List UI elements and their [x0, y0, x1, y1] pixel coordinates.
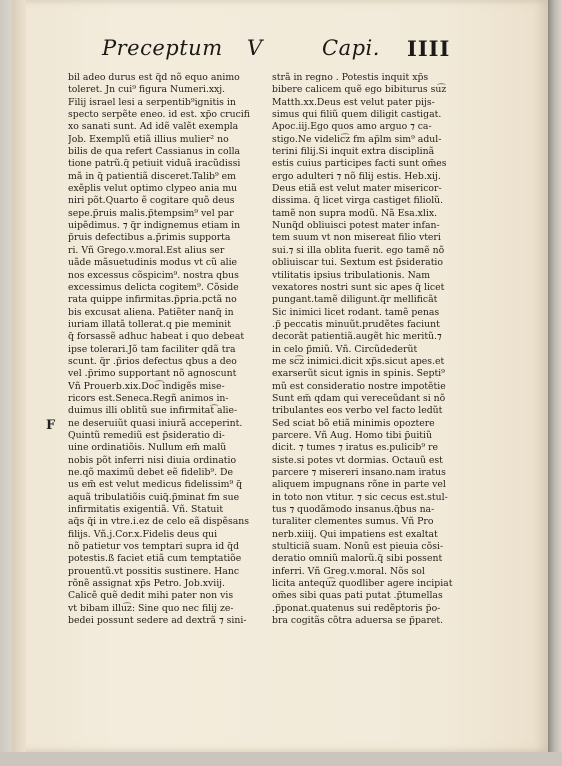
text-line: ipse tolerari.Jõ tam faciliter qdã tra	[68, 343, 236, 355]
text-line: Sunt em̃ qdam qui vereceũdant si nõ	[272, 392, 446, 404]
text-line: nobis põt inferri nisi diuia ordinatio	[68, 454, 237, 466]
text-line: exarserũt sicut ignis in spinis. Septi⁹	[272, 368, 445, 380]
text-line: rõnẽ assignat xp̃s Petro. Job.xviij.	[68, 578, 226, 590]
text-line: sepe.p̃ruis malis.p̃tempsim⁹ vel par	[68, 207, 234, 219]
text-line: obliuiscar tui. Sextum est p̃sideratio	[272, 257, 443, 269]
book-edge-right	[548, 0, 562, 766]
text-line: Filij israel lesi a serpentib⁹ignitis in	[68, 96, 236, 108]
text-line: rata quippe infirmitas.p̃pria.pctã no	[68, 294, 237, 306]
text-line: .p̃ponat.quatenus sui redẽptoris p̃o-	[272, 602, 441, 614]
text-line: nos excessus cõspicim⁹. nostra qbus	[68, 269, 239, 281]
text-line: tamẽ non supra modũ. Nã Esa.xlix.	[272, 207, 438, 219]
text-line: vt bibam illu͡z: Sine quo nec filij ze-	[68, 602, 234, 614]
text-line: Calicẽ quẽ dedit mihi pater non vis	[68, 590, 234, 602]
text-line: us em̃ est velut medicus fidelissim⁹ q̃	[68, 479, 243, 491]
text-line: uine ordinatiõis. Nullum em̃ malũ	[68, 442, 227, 454]
text-line: bil adeo durus est q̃d nõ equo animo	[68, 72, 240, 83]
text-line: p̃ruis defectibus a.p̃rimis supporta	[68, 232, 231, 244]
text-line: ricors est.Seneca.Regñ animos in-	[68, 392, 229, 404]
running-head-chapter: Capi.	[322, 36, 380, 60]
text-line: Nunq̃d obliuisci potest mater infan-	[272, 220, 440, 232]
text-line: strã in regno . Potestis inquit xp̃s	[272, 72, 429, 83]
text-line: potestis.ß faciet etiã cum temptatiõe	[68, 553, 242, 565]
running-head-title: Preceptum	[102, 36, 223, 60]
text-line: decorãt patientiã.augẽt hic meritũ.⁊	[272, 331, 442, 343]
text-line: Sic inimici licet rodant. tamẽ penas	[272, 306, 440, 318]
text-line: ri. Vñ Grego.v.moral.Est alius ser	[68, 244, 225, 256]
text-line: nõ patietur vos temptari supra id q̃d	[68, 541, 240, 553]
running-head	[102, 36, 502, 66]
scan-background-bottom	[0, 752, 562, 766]
text-line: filijs. Vñ.j.Cor.x.Fidelis deus qui	[68, 528, 218, 540]
text-line: uãde mãsuetudinis modus vt cũ alie	[68, 257, 238, 269]
text-line: duimus illi oblitũ sue infirmitat͡ alie-	[68, 405, 238, 417]
text-line: mã in q̃ patientiã disceret.Talib⁹ em	[68, 170, 236, 182]
text-line: tribulantes eos verbo vel facto ledũt	[272, 405, 443, 417]
running-head-number: V	[247, 36, 263, 60]
text-line: xo sanati sunt. Ad idẽ valẽt exempla	[68, 121, 239, 133]
text-line: parcere ⁊ misereri insano.nam iratus	[272, 467, 446, 478]
text-line: tem suum vt non misereat filio vteri	[272, 232, 441, 244]
text-line: vel .p̃rimo supportant nõ agnoscunt	[68, 368, 237, 380]
text-line: estis cuius participes facti sunt om̃es	[272, 158, 447, 170]
text-line: exẽplis velut optimo clypeo ania mu	[68, 183, 238, 195]
text-line: deratio omniũ malorũ.q̃ sibi possent	[272, 553, 443, 565]
text-line: terini filij.Si inquit extra disciplinã	[272, 146, 435, 158]
text-line: Deus etiã est velut mater misericor-	[272, 183, 442, 195]
text-line: ne.qõ maximũ debet eẽ fidelib⁹. De	[68, 467, 233, 478]
text-line: ergo adulteri ⁊ nõ filij estis. Heb.xij.	[272, 170, 441, 182]
text-column-left	[68, 72, 264, 627]
text-line: bilis de qua refert Cassianus in colla	[68, 146, 241, 158]
text-line: siste.si potes vt dormias. Octauũ est	[272, 454, 443, 466]
text-line: turaliter clementes sumus. Vñ Pro	[272, 516, 434, 528]
text-line: tus ⁊ quodãmodo insanus.q̃bus na-	[272, 504, 435, 516]
text-line: scunt. q̃r .p̃rios defectus qbus a deo	[68, 355, 237, 367]
text-line: aq̃s q̃i in vtre.i.ez de celo eã dispẽsans	[68, 516, 250, 528]
text-line: prouentũ.vt possitis sustinere. Hanc	[68, 565, 240, 577]
text-line: infirmitatis exigentiã. Vñ. Statuit	[68, 504, 224, 516]
text-line: Sed sciat bõ etiã minimis opoztere	[272, 417, 435, 429]
text-line: stigo.Ne videlic͡z fm ap̃lm sim⁹ adul-	[272, 133, 442, 145]
text-line: nerb.xiiij. Qui impatiens est exaltat	[272, 528, 438, 540]
text-line: q̃ forsassẽ adhuc habeat i quo debeat	[68, 331, 245, 343]
text-line: dicit. ⁊ tumes ⁊ iratus es.pulicib⁹ re	[272, 442, 438, 454]
text-line: me sc͡z inimici.dicit xp̃s.sicut apes.et	[272, 355, 445, 367]
text-line: Vñ Prouerb.xix.Doc͡ indigẽs mise-	[68, 380, 225, 392]
text-line: Apoc.iij.Ego quos amo arguo ⁊ ca-	[272, 121, 432, 133]
text-line: Quintũ remediũ est p̃sideratio di-	[68, 429, 225, 441]
text-line: niri põt.Quarto ẽ cogitare quõ deus	[68, 195, 235, 207]
text-line: in celo p̃miũ. Vñ. Circũdederũt	[272, 343, 418, 355]
text-line: vexatores nostri sunt sic apes q̃ licet	[272, 281, 445, 293]
text-line: iuriam illatã tollerat.q pie meminit	[68, 318, 231, 330]
text-line: .p̃ peccatis minuũt.prudẽtes faciunt	[272, 318, 440, 330]
text-line: simus qui filiũ quem diligit castigat.	[272, 109, 442, 121]
text-line: stulticiã suam. Nonũ est pieuia cõsi-	[272, 541, 444, 553]
text-line: pungant.tamẽ diligunt.q̃r mellificãt	[272, 294, 438, 306]
text-line: specto serpẽte eneo. id est. xp̃o crucifi	[68, 109, 250, 121]
adjacent-page-edge	[12, 0, 26, 752]
text-line: bibere calicem quẽ ego bibiturus su͡z	[272, 84, 447, 96]
text-line: bra cogitãs cõtra aduersa se p̃paret.	[272, 615, 444, 627]
text-line: aliquem impugnans rõne in parte vel	[272, 479, 446, 491]
text-line: sui.⁊ si illa oblita fuerit. ego tamẽ nõ	[272, 244, 445, 256]
text-line: vtilitatis ipsius tribulationis. Nam	[272, 269, 431, 281]
text-line: parcere. Vñ Aug. Homo tibi p̃uitiũ	[272, 429, 432, 441]
text-line: ne deseruiũt quasi iniurã acceperint.	[68, 417, 243, 429]
text-line: om̃es sibi quas pati putat .p̃tumellas	[272, 590, 443, 602]
text-line: bis excusat aliena. Patiẽter nanq̃ in	[68, 306, 234, 318]
text-line: toleret. Jn cui⁹ figura Numeri.xxj.	[68, 84, 226, 96]
text-line: uipẽdimus. ⁊ q̃r indignemus etiam in	[68, 220, 241, 232]
text-line: dissima. q̃ licet virga castiget filiolũ.	[272, 195, 444, 207]
marginal-letter: F	[46, 418, 56, 433]
scan-background-left	[0, 0, 12, 766]
text-line: aquã tribulatiõis cuiq̃.p̃minat fm sue	[68, 491, 240, 503]
text-line: bedei possunt sedere ad dextrã ⁊ sini-	[68, 615, 247, 627]
text-line: Job. Exemplũ etiã illius mulier² no	[68, 133, 229, 145]
text-line: mũ est consideratio nostre impotẽtie	[272, 380, 446, 392]
text-line: excessimus delicta cogitem⁹. Cõside	[68, 281, 239, 293]
text-line: tione patrũ.q̃ petiuit viduã iracũdissi	[68, 158, 241, 170]
text-line: inferri. Vñ Greg.v.moral. Nõs sol	[272, 565, 425, 577]
running-head-chapter-number: IIII	[407, 36, 451, 61]
text-column-right	[272, 72, 472, 627]
text-line: in toto non vtitur. ⁊ sic cecus est.stul-	[272, 491, 448, 503]
text-line: licita antequ͡z quodliber agere incipiat	[272, 578, 453, 590]
text-line: Matth.xx.Deus est velut pater pijs-	[272, 96, 435, 108]
